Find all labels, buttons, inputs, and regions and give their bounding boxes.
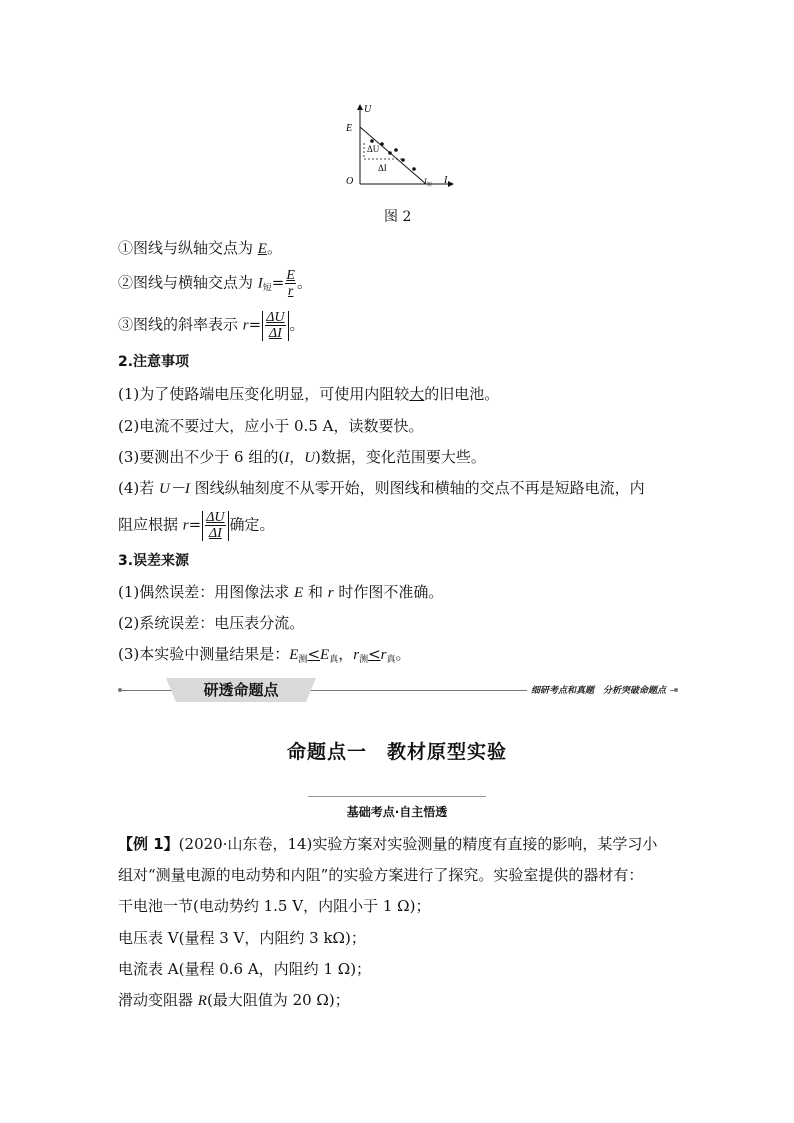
errors-heading: 3.误差来源 [118,553,190,569]
notes-heading: 2.注意事项 [118,354,190,370]
band-tab-label: 研透命题点 [176,678,306,702]
example-line-5: 电流表 A(量程 0.6 A，内阻约 1 Ω)； [118,960,372,978]
delta-u-label: ΔU [367,144,380,154]
example-line-6: 滑动变阻器 R(最大阻值为 20 Ω)； [118,991,350,1009]
example-line-4: 电压表 V(量程 3 V，内阻约 3 kΩ)； [118,929,366,947]
band-right-label: 细研考点和真题 分析突破命题点 [527,683,670,696]
note-3: (3)要测出不少于 6 组的(I，U)数据，变化范围要大些。 [118,448,486,466]
point-3: ③图线的斜率表示 r= $\frac{\Delta U}{\Delta I}$ 。 [118,310,305,341]
section-subtitle-box [308,796,486,820]
example-line-1: 【例 1】(2020·山东卷，14)实验方案对实验测量的精度有直接的影响，某学习小 [118,835,658,853]
intercept-i-sub: 短 [427,182,433,188]
section-subtitle: 基础考点·自主悟透 [346,805,448,819]
note-2: (2)电流不要过大，应小于 0.5 A，读数要快。 [118,417,424,435]
error-1: (1)偶然误差：用图像法求 E 和 r 时作图不准确。 [118,583,444,601]
section-title: 命题点一 教材原型实验 [286,741,507,763]
delta-i-label: ΔI [378,163,387,173]
intercept-e-label: E [346,123,353,134]
intercept-i-label: I [424,177,427,186]
ui-graph-figure [340,100,460,192]
error-3: (3)本实验中测量结果是：$E_测<E_真$，$r_测<r_真$。 [118,645,411,665]
example-line-2: 组对“测量电源的电动势和内阻”的实验方案进行了探究。实验室提供的器材有： [118,866,644,884]
fraction-e-over-r: $\frac{E}{r}$ [286,268,295,299]
note-1: (1)为了使路端电压变化明显，可使用内阻较大的旧电池。 [118,385,500,403]
point-1: ①图线与纵轴交点为 E。 [118,239,282,257]
point-2: ②图线与横轴交点为 $I_短=$ $\frac{E}{r}$ 。 [118,268,312,299]
fraction-du-over-di-2: $\frac{\Delta U}{\Delta I}$ [206,510,225,541]
section-band [118,676,678,704]
axis-i-label: I [444,175,448,186]
axis-u-label: U [364,104,372,115]
origin-label: O [346,176,354,187]
error-2: (2)系统误差：电压表分流。 [118,614,305,632]
example-label: 【例 1】 [118,835,179,853]
fraction-du-over-di: $\frac{\Delta U}{\Delta I}$ [266,310,285,341]
example-line-3: 干电池一节(电动势约 1.5 V，内阻小于 1 Ω)； [118,897,431,915]
note-4: (4)若 U－I 图线纵轴刻度不从零开始，则图线和横轴的交点不再是短路电流，内 [118,479,645,497]
figure-caption: 图 2 [384,209,412,225]
note-4-cont: 阻应根据 r= $\frac{\Delta U}{\Delta I}$ 确定。 [118,510,275,541]
